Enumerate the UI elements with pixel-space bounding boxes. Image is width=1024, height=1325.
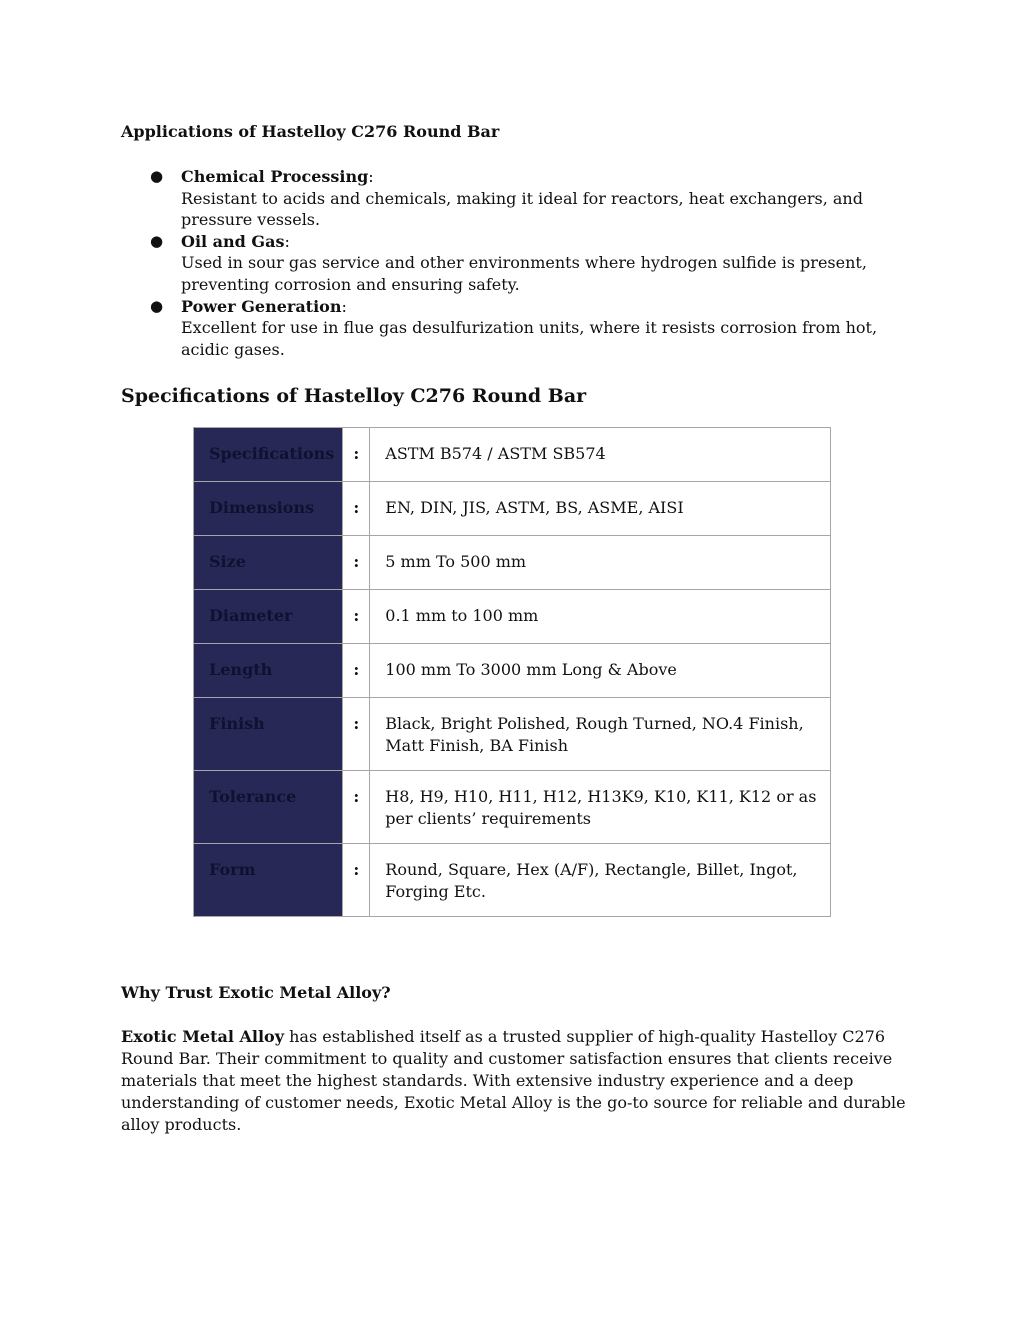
specifications-heading: Specifications of Hastelloy C276 Round Bar: [121, 385, 587, 407]
application-description: Used in sour gas service and other environments where hydrogen sulfide is present, preventing corrosion and ensuring safety.: [181, 253, 867, 294]
applications-heading: Applications of Hastelloy C276 Round Bar: [121, 122, 500, 141]
application-description: Resistant to acids and chemicals, making it ideal for reactors, heat exchangers, and pressure vessels.: [181, 188, 863, 230]
application-title: Chemical Processing: [181, 167, 369, 186]
spec-label: Specifications: [194, 428, 343, 482]
applications-list: [150, 166, 911, 360]
spec-value: Black, Bright Polished, Rough Turned, NO.4 Finish, Matt Finish, BA Finish: [370, 698, 831, 771]
spec-separator: :: [343, 590, 370, 644]
bullet-icon: ●: [150, 167, 164, 185]
spec-label: Dimensions: [194, 482, 343, 536]
application-title-suffix: :: [284, 231, 290, 251]
list-item: [150, 166, 911, 231]
table-row: [194, 536, 831, 590]
spec-separator: :: [343, 428, 370, 482]
why-trust-heading: Why Trust Exotic Metal Alloy?: [121, 983, 391, 1002]
table-row: [194, 844, 831, 917]
application-description: Excellent for use in flue gas desulfurization units, where it resists corrosion from hot, acidic gases.: [181, 318, 878, 359]
table-row: [194, 482, 831, 536]
spec-value: Round, Square, Hex (A/F), Rectangle, Billet, Ingot, Forging Etc.: [370, 844, 831, 917]
why-trust-body: has established itself as a trusted supplier of high-quality Hastelloy C276 Round Bar. Their commitment to quality and customer satisfaction ensures that clients receive materials that meet the highest standards. With extensive industry experience and a deep understanding of customer needs, Exotic Metal Alloy is the go-to source for reliable and durable alloy products.: [121, 1027, 906, 1134]
spec-separator: :: [343, 536, 370, 590]
application-title: Oil and Gas: [181, 231, 285, 251]
spec-value: 5 mm To 500 mm: [370, 536, 831, 590]
spec-label: Diameter: [194, 590, 343, 644]
spec-label: Form: [194, 844, 343, 917]
spec-label: Finish: [194, 698, 343, 771]
spec-value: 100 mm To 3000 mm Long & Above: [370, 644, 831, 698]
list-item: [150, 231, 911, 296]
company-name: Exotic Metal Alloy: [121, 1027, 285, 1046]
bullet-icon: ●: [150, 296, 164, 315]
spec-separator: :: [343, 771, 370, 844]
application-title: Power Generation: [181, 296, 342, 316]
table-row: [194, 698, 831, 771]
specifications-table: [193, 427, 831, 917]
spec-separator: :: [343, 844, 370, 917]
spec-label: Length: [194, 644, 343, 698]
table-row: [194, 644, 831, 698]
list-item: [150, 296, 911, 361]
spec-separator: :: [343, 698, 370, 771]
application-title-suffix: :: [368, 167, 374, 186]
spec-value: H8, H9, H10, H11, H12, H13K9, K10, K11, K12 or as per clients’ requirements: [370, 771, 831, 844]
spec-separator: :: [343, 482, 370, 536]
spec-label: Tolerance: [194, 771, 343, 844]
table-row: [194, 590, 831, 644]
spec-label: Size: [194, 536, 343, 590]
bullet-icon: ●: [150, 231, 164, 250]
table-row: [194, 428, 831, 482]
spec-value: 0.1 mm to 100 mm: [370, 590, 831, 644]
spec-separator: :: [343, 644, 370, 698]
application-title-suffix: :: [341, 296, 347, 316]
spec-value: ASTM B574 / ASTM SB574: [370, 428, 831, 482]
why-trust-paragraph: [121, 1026, 911, 1136]
table-row: [194, 771, 831, 844]
spec-value: EN, DIN, JIS, ASTM, BS, ASME, AISI: [370, 482, 831, 536]
